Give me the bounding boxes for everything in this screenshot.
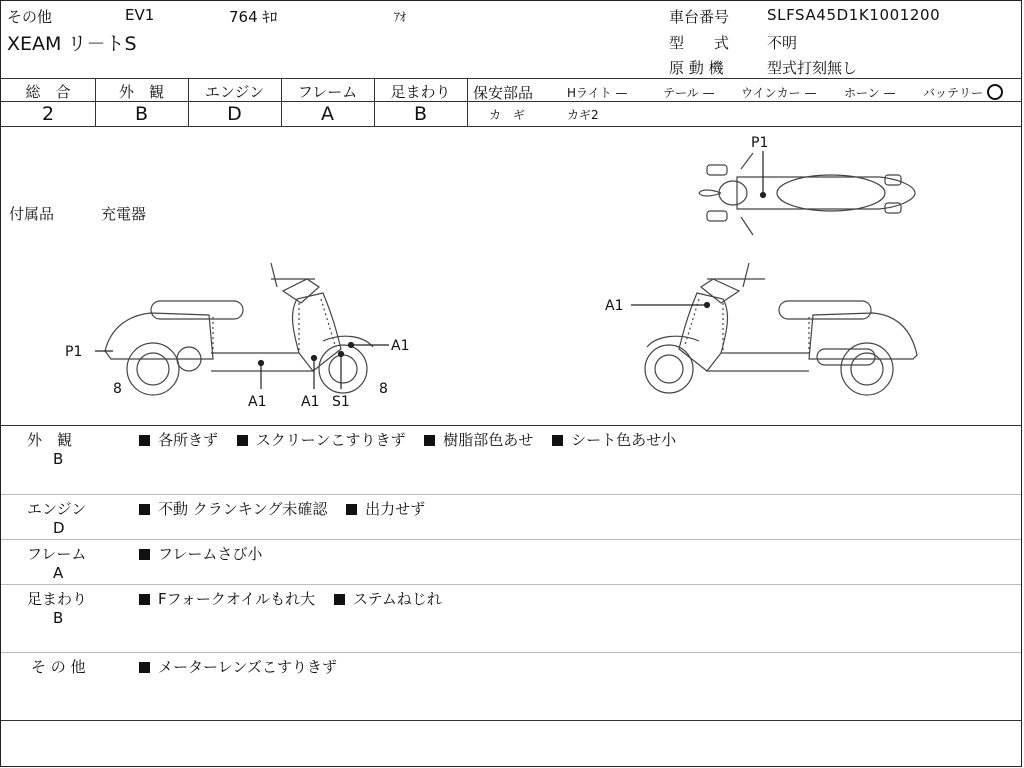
- mark-left-8a: 8: [113, 381, 122, 397]
- bullet-icon: [237, 435, 248, 446]
- winker-status: ウインカー —: [741, 86, 817, 100]
- header-divider: [1, 78, 1021, 79]
- grade-overall-value: 2: [41, 103, 55, 125]
- note-item: スクリーンこすりきず: [255, 431, 406, 449]
- other-label: その他: [7, 8, 53, 26]
- bullet-icon: [139, 594, 150, 605]
- color-value: ｱｵ: [394, 10, 407, 24]
- bullet-icon: [139, 504, 150, 515]
- model-type-label: 型 式: [669, 34, 730, 52]
- grade-divider: [467, 78, 468, 126]
- bullet-icon: [139, 435, 150, 446]
- mark-top-p1: P1: [751, 135, 769, 151]
- mark-right-a1: A1: [605, 298, 624, 314]
- bullet-icon: [139, 662, 150, 673]
- note-category: エンジン: [27, 500, 87, 518]
- key-value: カギ2: [567, 108, 599, 122]
- bullet-icon: [139, 549, 150, 560]
- note-divider: [1, 584, 1021, 585]
- bullet-icon: [334, 594, 345, 605]
- note-items: [139, 429, 690, 450]
- note-grade: A: [53, 564, 64, 582]
- horn-status: ホーン —: [844, 86, 896, 100]
- battery-status: [923, 84, 1003, 101]
- safety-mid-divider: [467, 101, 1021, 102]
- note-divider: [1, 652, 1021, 653]
- model-name: XEAM リ－トS: [7, 33, 137, 55]
- vehicle-code: EV1: [125, 6, 155, 24]
- bullet-icon: [346, 504, 357, 515]
- model-type-value: 不明: [767, 34, 798, 52]
- scooter-right-view: [645, 263, 917, 395]
- bullet-icon: [424, 435, 435, 446]
- note-grade: B: [53, 609, 64, 627]
- mark-left-a1-right: A1: [391, 338, 410, 354]
- chassis-label: 車台番号: [669, 8, 730, 26]
- grade-frame-value: A: [321, 103, 334, 125]
- scooter-top-view: [699, 153, 915, 235]
- note-item: 出力せず: [365, 500, 426, 518]
- headlight-status: Hライト —: [567, 86, 628, 100]
- note-item: 各所きず: [158, 431, 219, 449]
- diagram-bottom: [1, 425, 1021, 426]
- note-item: 不動 クランキング未確認: [158, 500, 328, 518]
- engine-type-value: 型式打刻無し: [767, 59, 858, 77]
- note-items: [139, 588, 456, 609]
- note-items: [139, 656, 351, 677]
- note-item: フレームさび小: [158, 545, 263, 563]
- note-grade: B: [53, 450, 64, 468]
- note-divider: [1, 494, 1021, 495]
- mark-left-p1: P1: [65, 344, 83, 360]
- note-item: 樹脂部色あせ: [443, 431, 534, 449]
- note-item: メーターレンズこすりきず: [158, 658, 337, 676]
- mark-left-s1: S1: [332, 394, 350, 410]
- mark-left-a1-1: A1: [248, 394, 267, 410]
- grade-engine-label: エンジン: [204, 83, 265, 101]
- note-item: シート色あせ小: [571, 431, 677, 449]
- engine-type-label: 原 動 機: [669, 59, 724, 77]
- note-grade: D: [53, 519, 65, 537]
- battery-label: バッテリー: [923, 86, 984, 100]
- safety-parts-label: 保安部品: [473, 84, 534, 102]
- grade-suspension-value: B: [413, 103, 428, 125]
- bullet-icon: [552, 435, 563, 446]
- key-label: カ ギ: [489, 108, 526, 122]
- note-category: そ の 他: [31, 658, 86, 676]
- mark-left-a1-2: A1: [301, 394, 320, 410]
- accessories-value: 充電器: [101, 205, 147, 223]
- grade-exterior-label: 外 観: [118, 83, 164, 101]
- notes-bottom: [1, 720, 1021, 721]
- mileage: 764 ｷﾛ: [229, 8, 278, 26]
- note-item: ステムねじれ: [352, 590, 442, 608]
- grade-exterior-value: B: [134, 103, 149, 125]
- scooter-left-view: [105, 263, 373, 395]
- note-category: 外 観: [27, 431, 73, 449]
- note-category: 足まわり: [27, 590, 88, 608]
- taillight-status: テール —: [663, 86, 715, 100]
- grade-engine-value: D: [227, 103, 242, 125]
- mark-left-8b: 8: [379, 381, 388, 397]
- grade-suspension-label: 足まわり: [390, 83, 451, 101]
- note-divider: [1, 539, 1021, 540]
- note-item: Fフォークオイルもれ大: [158, 590, 316, 608]
- damage-diagram: [1, 127, 1021, 425]
- accessories-label: 付属品: [9, 205, 55, 223]
- note-category: フレーム: [27, 545, 87, 563]
- grade-overall-label: 総 合: [25, 83, 71, 101]
- grade-frame-label: フレーム: [297, 83, 358, 101]
- note-items: [139, 498, 439, 519]
- battery-ok-mark: [987, 84, 1003, 100]
- note-items: [139, 543, 276, 564]
- chassis-number: SLFSA45D1K1001200: [767, 6, 941, 24]
